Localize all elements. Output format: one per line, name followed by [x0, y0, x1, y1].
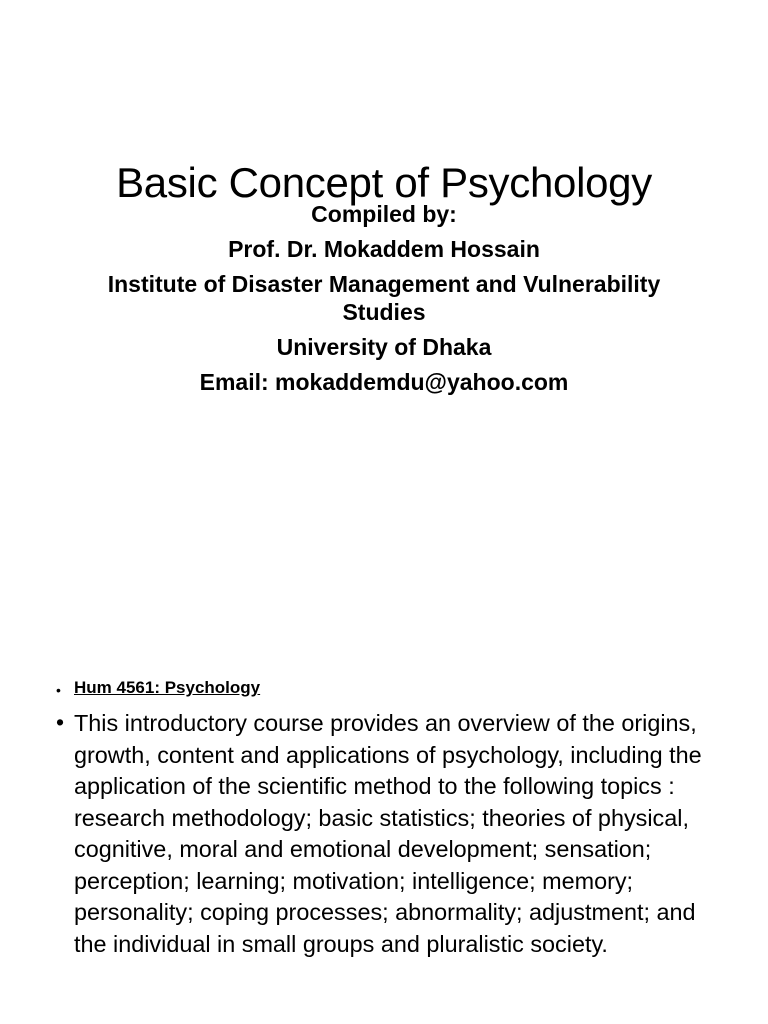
course-code-text: Hum 4561: Psychology	[74, 678, 261, 697]
compiled-by-label: Compiled by:	[311, 201, 457, 227]
bullet-marker-icon: •	[56, 682, 61, 698]
course-bullet-list	[56, 676, 716, 960]
university-name: University of Dhaka	[276, 334, 492, 360]
course-description-text: This introductory course provides an overview of the origins, growth, content and applications of psychology, including the application of the scientific method to the following topics : research methodology; basic statistics; theories of physical, cognitive, moral and emotional development; sensation; perception; learning; motivation; intelligence; memory; personality; coping processes; abnormality; adjustment; and the individual in small groups and pluralistic society.	[74, 710, 702, 957]
credits-block	[100, 200, 668, 403]
course-code-bullet	[56, 676, 716, 700]
institute-name: Institute of Disaster Management and Vulnerability Studies	[107, 271, 661, 325]
author-email: Email: mokaddemdu@yahoo.com	[199, 369, 569, 395]
slide-title: Basic Concept of Psychology	[116, 159, 652, 207]
bullet-marker-icon: •	[56, 709, 65, 735]
author-name: Prof. Dr. Mokaddem Hossain	[228, 236, 540, 262]
course-description-bullet	[56, 708, 716, 960]
